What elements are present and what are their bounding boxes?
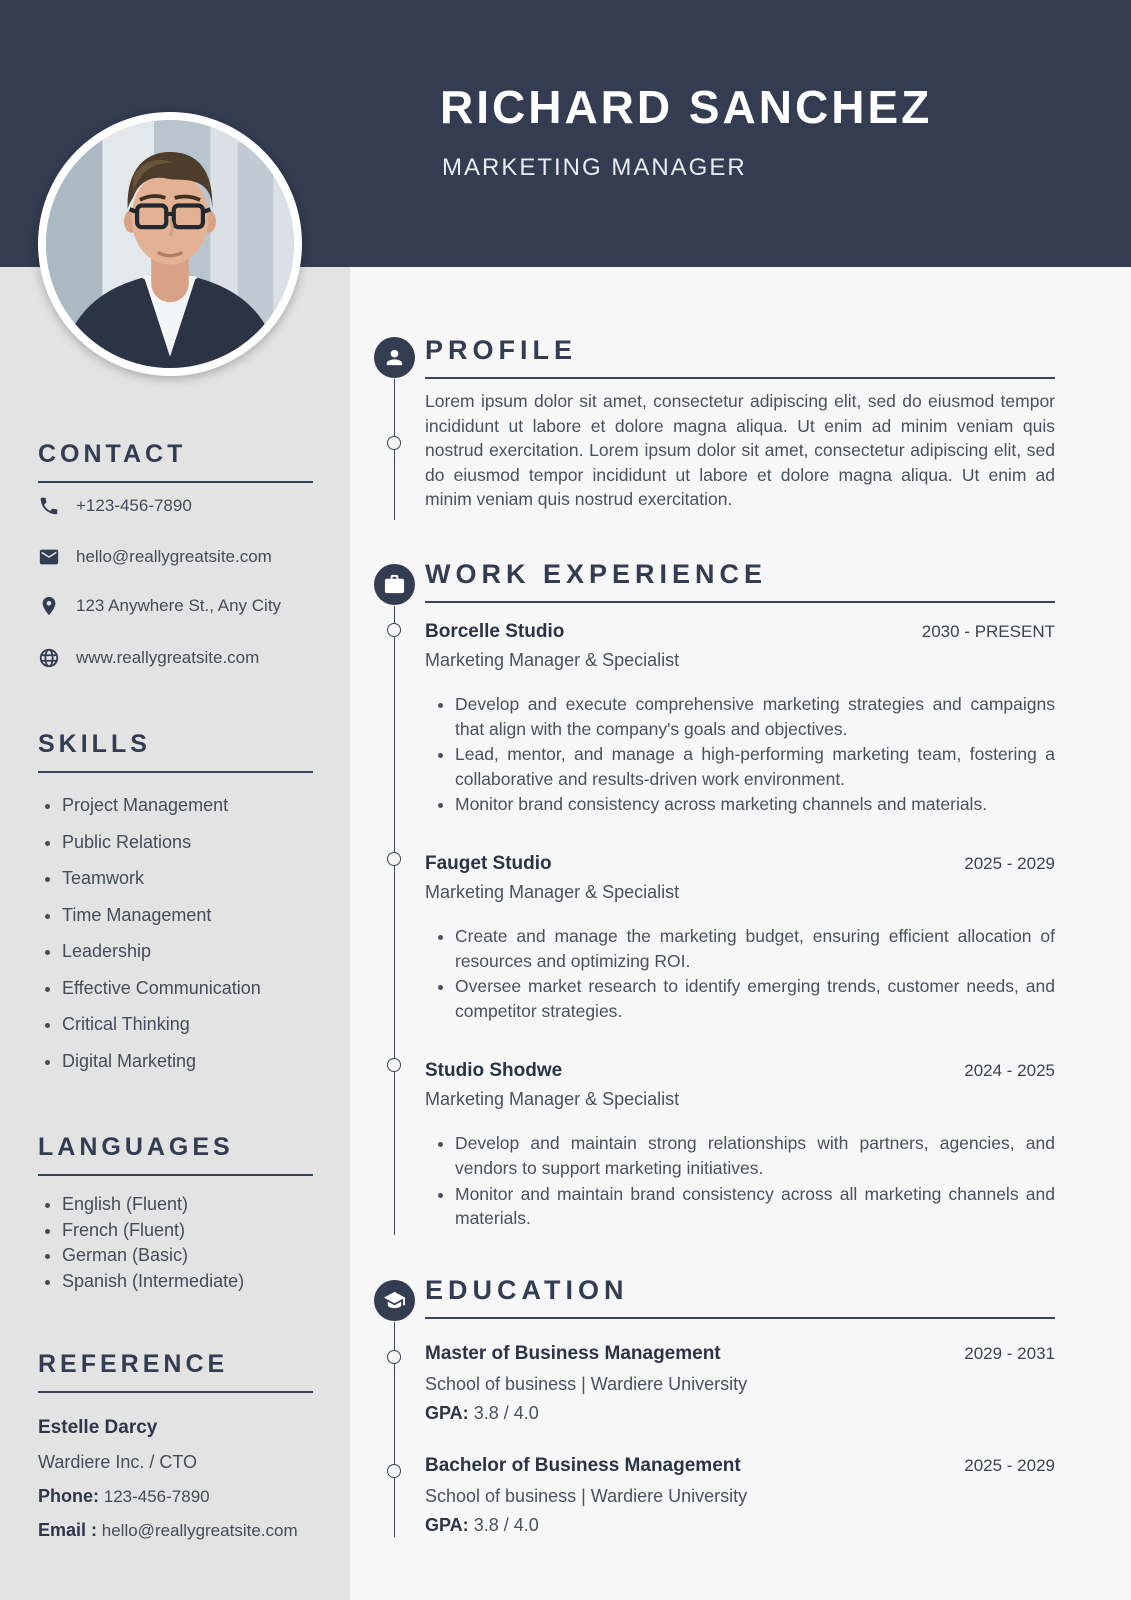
work-timeline-node-2 <box>387 852 401 866</box>
job-entry <box>425 853 1055 1023</box>
language-item: • German (Basic) <box>62 1245 312 1266</box>
job-role: Marketing Manager & Specialist <box>425 881 680 902</box>
skills-section <box>38 730 312 1087</box>
job-header-row <box>425 1060 1055 1082</box>
education-dates: 2025 - 2029 <box>964 1456 1055 1475</box>
contact-email-text: hello@reallygreatsite.com <box>76 547 272 566</box>
job-bullet: • Create and manage the marketing budget, ensuring efficient allocation of resources and optimizing ROI. <box>455 924 1055 973</box>
reference-phone-label: Phone: <box>38 1486 99 1506</box>
job-dates: 2025 - 2029 <box>964 853 1055 873</box>
job-company: Fauget Studio <box>425 852 552 874</box>
skill-item: • Time Management <box>62 905 312 926</box>
profile-text: Lorem ipsum dolor sit amet, consectetur adipiscing elit, sed do eiusmod tempor incididunt ut labore et dolore magna aliqua. Ut enim ad minim veniam quis nostrud exercitation. Lorem ipsum dolor sit amet, consectetur adipiscing elit, sed do eiusmod tempor incididunt ut labore et dolore magna aliqua. Ut enim ad minim veniam quis nostrud exercitation. <box>425 391 1055 510</box>
profile-section <box>425 335 1055 512</box>
job-company: Studio Shodwe <box>425 1060 563 1082</box>
contact-website <box>38 647 259 669</box>
contact-website-text: www.reallygreatsite.com <box>76 648 260 667</box>
education-school: School of business | Wardiere University <box>425 1486 748 1506</box>
job-role: Marketing Manager & Specialist <box>425 1089 680 1110</box>
contact-phone <box>38 495 192 517</box>
work-timeline-line <box>394 606 396 1235</box>
education-header-row <box>425 1455 1055 1477</box>
education-school: School of business | Wardiere University <box>425 1374 748 1394</box>
language-item: • Spanish (Intermediate) <box>62 1271 312 1292</box>
contact-email <box>38 546 272 568</box>
languages-list <box>38 1194 312 1292</box>
person-icon <box>383 346 406 369</box>
languages-rule <box>38 1174 313 1176</box>
profile-section-icon <box>374 337 415 378</box>
job-bullet: • Monitor and maintain brand consistency across all marketing channels and materials. <box>455 1182 1055 1231</box>
education-timeline-node-1 <box>387 1350 401 1364</box>
job-entry <box>425 621 1055 817</box>
education-degree: Bachelor of Business Management <box>425 1455 741 1476</box>
sidebar <box>0 267 350 1600</box>
education-header-row <box>425 1343 1055 1365</box>
work-experience-heading: WORK EXPERIENCE <box>425 559 768 589</box>
skill-item: • Critical Thinking <box>62 1014 312 1035</box>
person-job-title: MARKETING MANAGER <box>442 154 747 181</box>
languages-heading: LANGUAGES <box>38 1133 234 1161</box>
education-dates: 2029 - 2031 <box>964 1344 1055 1363</box>
skill-item: • Public Relations <box>62 832 312 853</box>
job-entry <box>425 1060 1055 1230</box>
skills-list <box>38 795 312 1072</box>
job-bullet-list <box>425 924 1055 1023</box>
education-gpa-value: 3.8 / 4.0 <box>473 1403 539 1423</box>
skill-item: • Digital Marketing <box>62 1051 312 1072</box>
education-gpa-value: 3.8 / 4.0 <box>473 1515 539 1535</box>
language-item: • English (Fluent) <box>62 1194 312 1215</box>
profile-rule <box>425 377 1055 379</box>
graduation-cap-icon <box>383 1289 406 1312</box>
contact-rule <box>38 481 313 483</box>
job-header-row <box>425 621 1055 643</box>
education-rule <box>425 1317 1055 1319</box>
languages-section <box>38 1133 312 1296</box>
work-timeline-node-1 <box>387 623 401 637</box>
person-name: RICHARD SANCHEZ <box>440 81 933 133</box>
job-bullet: • Develop and execute comprehensive marketing strategies and campaigns that align with the company's goals and objectives. <box>455 692 1055 741</box>
job-dates: 2030 - PRESENT <box>921 622 1055 641</box>
phone-icon <box>38 495 60 517</box>
contact-phone-text: +123-456-7890 <box>76 496 192 515</box>
email-icon <box>38 546 60 568</box>
reference-email <box>38 1520 312 1541</box>
job-bullet-list <box>425 692 1055 817</box>
briefcase-icon <box>383 573 406 596</box>
job-bullet: • Monitor brand consistency across marketing channels and materials. <box>455 792 1055 817</box>
job-bullet: • Oversee market research to identify emerging trends, customer needs, and competitor strategies. <box>455 974 1055 1023</box>
skills-heading: SKILLS <box>38 730 151 758</box>
education-gpa <box>425 1515 1055 1536</box>
reference-email-label: Email : <box>38 1520 98 1540</box>
skills-rule <box>38 771 313 773</box>
profile-heading: PROFILE <box>425 335 578 365</box>
work-experience-rule <box>425 601 1055 603</box>
education-gpa-label: GPA: <box>425 1515 469 1535</box>
skill-item: • Leadership <box>62 941 312 962</box>
contact-address <box>38 595 281 617</box>
reference-phone <box>38 1486 312 1507</box>
skill-item: • Effective Communication <box>62 978 312 999</box>
work-timeline-node-3 <box>387 1058 401 1072</box>
reference-heading: REFERENCE <box>38 1350 229 1378</box>
skill-item: • Project Management <box>62 795 312 816</box>
profile-photo <box>38 112 302 376</box>
education-section-icon <box>374 1280 415 1321</box>
job-role: Marketing Manager & Specialist <box>425 650 680 670</box>
location-icon <box>38 595 60 617</box>
reference-email-value: hello@reallygreatsite.com <box>101 1521 298 1540</box>
portrait-illustration <box>46 120 294 368</box>
education-gpa-label: GPA: <box>425 1403 469 1423</box>
reference-name: Estelle Darcy <box>38 1417 158 1438</box>
main-content <box>350 267 1131 1600</box>
work-section-icon <box>374 564 415 605</box>
globe-icon <box>38 647 60 669</box>
education-section <box>425 1275 1055 1536</box>
job-header-row <box>425 853 1055 875</box>
job-company: Borcelle Studio <box>425 621 565 642</box>
education-entry <box>425 1343 1055 1424</box>
job-bullet: • Lead, mentor, and manage a high-performing marketing team, fostering a collaborative and results-driven work environment. <box>455 742 1055 791</box>
job-dates: 2024 - 2025 <box>964 1061 1055 1081</box>
reference-rule <box>38 1391 313 1393</box>
contact-heading: CONTACT <box>38 440 187 468</box>
job-bullet: • Develop and maintain strong relationships with partners, agencies, and vendors to support marketing initiatives. <box>455 1131 1055 1180</box>
language-item: • French (Fluent) <box>62 1220 312 1241</box>
skill-item: • Teamwork <box>62 868 312 889</box>
education-degree: Master of Business Management <box>425 1343 721 1364</box>
education-entry <box>425 1455 1055 1536</box>
reference-company: Wardiere Inc. / CTO <box>38 1452 198 1472</box>
education-gpa <box>425 1403 1055 1424</box>
contact-section <box>38 440 312 667</box>
reference-phone-value: 123-456-7890 <box>103 1487 210 1506</box>
education-timeline-node-2 <box>387 1464 401 1478</box>
contact-address-text: 123 Anywhere St., Any City <box>76 596 282 615</box>
reference-section <box>38 1350 312 1541</box>
education-heading: EDUCATION <box>425 1275 629 1305</box>
work-experience-section <box>425 559 1055 1232</box>
profile-timeline-node <box>387 436 401 450</box>
job-bullet-list <box>425 1131 1055 1230</box>
